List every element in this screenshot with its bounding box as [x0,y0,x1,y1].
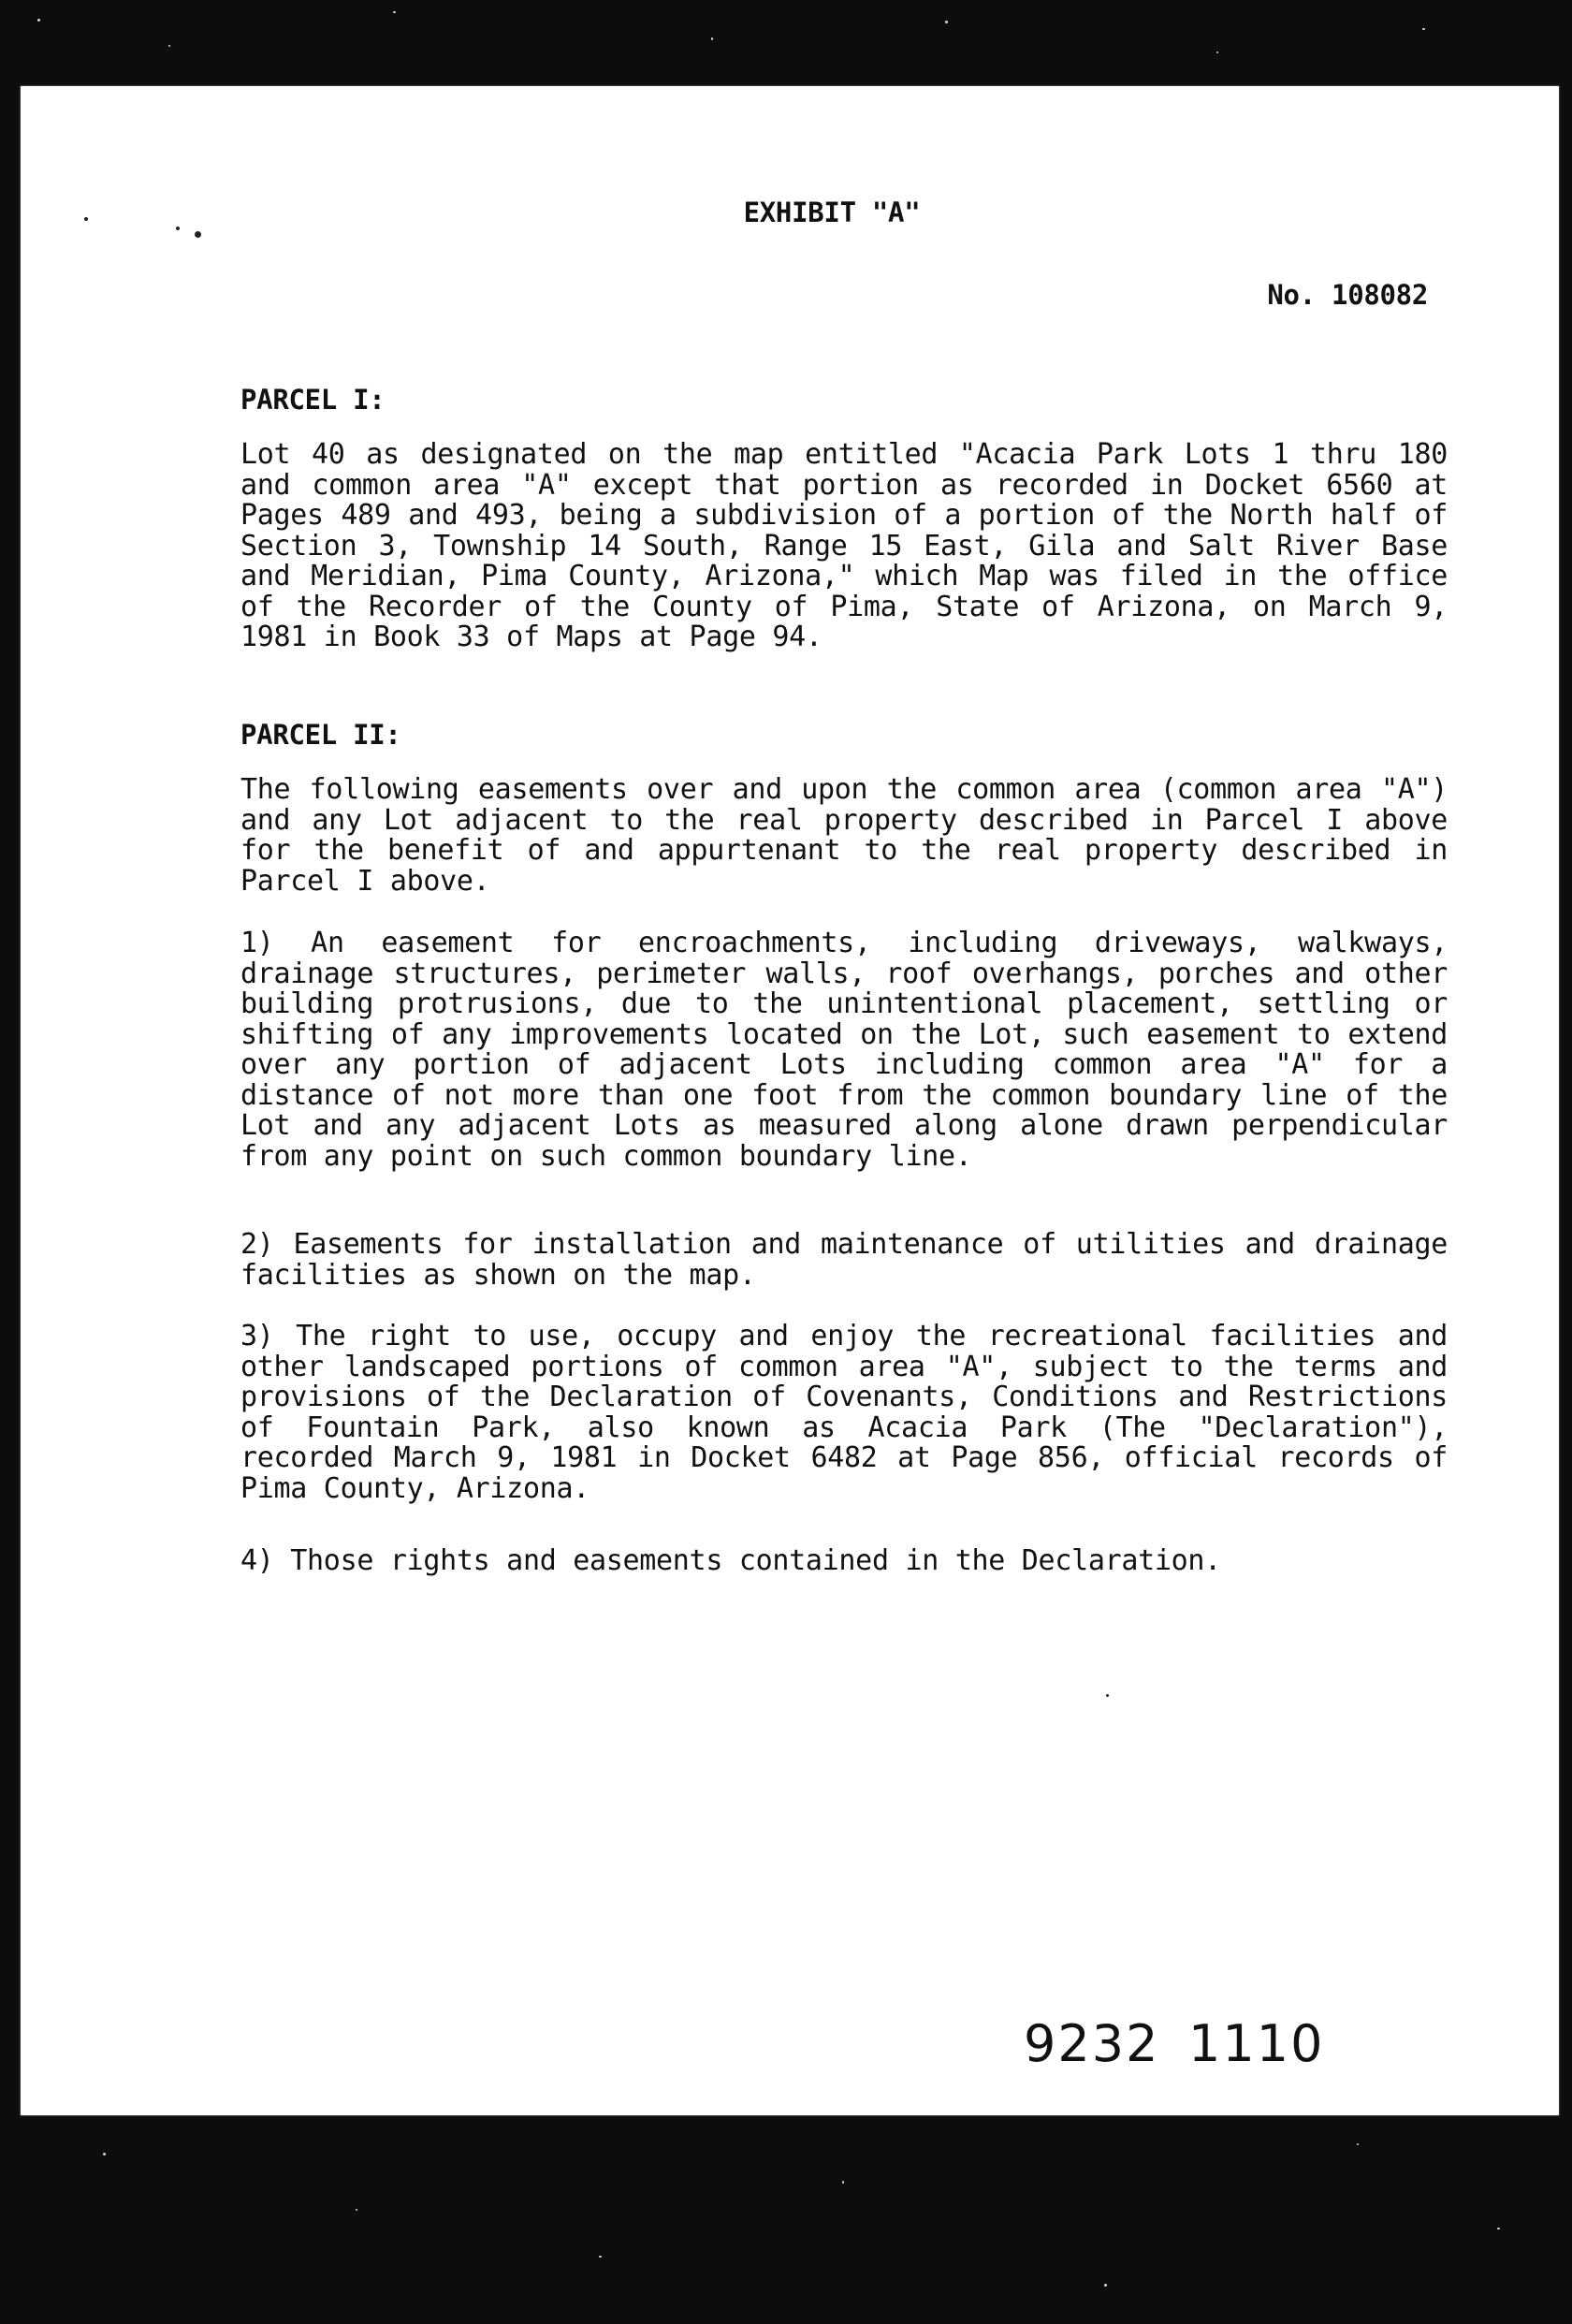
page-stamp-sequence: 1110 [1188,2014,1325,2073]
parcel-2-intro: The following easements over and upon the common area (common area "A") and any Lot adjacent to the real property described in Parcel I above for the benefit of and appurtenant to the real property described in Parcel I above. [240,773,1448,898]
scan-speck [37,19,40,22]
scan-speck [103,2153,106,2156]
parcel-1-heading: PARCEL I: [240,384,386,416]
easement-item-3: 3) The right to use, occupy and enjoy the recreational facilities and other landscaped portions of common area "A", subject to the terms and provisions of the Declaration of Covenants, Conditions and Restrictions of Fountain Park, also known as Acacia Park (The "Declaration"), recorded March 9, 1981 in Docket 6482 at Page 856, official records of Pima County, Arizona. [240,1320,1448,1505]
document-page [21,86,1559,2115]
page-stamp-number: 9232 [1024,2014,1160,2073]
scan-speck [842,2181,844,2184]
stray-mark [195,231,201,238]
scan-speck [1422,28,1425,30]
scan-speck [1357,2143,1359,2145]
exhibit-title: EXHIBIT "A" [743,197,921,228]
document-number: No. 108082 [1267,279,1428,311]
parcel-1-description: Lot 40 as designated on the map entitled "Acacia Park Lots 1 thru 180 and common area "A" except that portion as recorded in Docket 6560 at Pages 489 and 493, being a subdivision of a portion of the North half of Section 3, Township 14 South, Range 15 East, Gila and Salt River Base and Meridian, Pima County, Arizona," which Map was filed in the office of the Recorder of the County of Pima, State of Arizona, on March 9, 1981 in Book 33 of Maps at Page 94. [240,438,1448,653]
scan-speck [1104,2284,1107,2287]
easement-item-4: 4) Those rights and easements contained in the Declaration. [240,1544,1221,1577]
easement-item-2: 2) Easements for installation and maintenance of utilities and drainage facilities as shown on the map. [240,1228,1448,1292]
scan-speck [1497,2228,1500,2229]
parcel-2-heading: PARCEL II: [240,719,401,751]
scan-speck [711,37,713,40]
easement-item-1: 1) An easement for encroachments, including driveways, walkways, drainage structures, perimeter walls, roof overhangs, porches and other building protrusions, due to the unintentional placement, settling or shifting of any improvements located on the Lot, such easement to extend over any portion of adjacent Lots including common area "A" for a distance of not more than one foot from the common boundary line of the Lot and any adjacent Lots as measured along alone drawn perpendicular from any point on such common boundary line. [240,927,1448,1173]
scan-speck [393,11,396,13]
scan-speck [356,2209,357,2211]
scan-speck [945,21,948,23]
scan-speck [1216,51,1218,53]
stray-mark [1106,1694,1109,1697]
scan-speck [168,45,170,47]
scan-speck [599,2256,602,2258]
